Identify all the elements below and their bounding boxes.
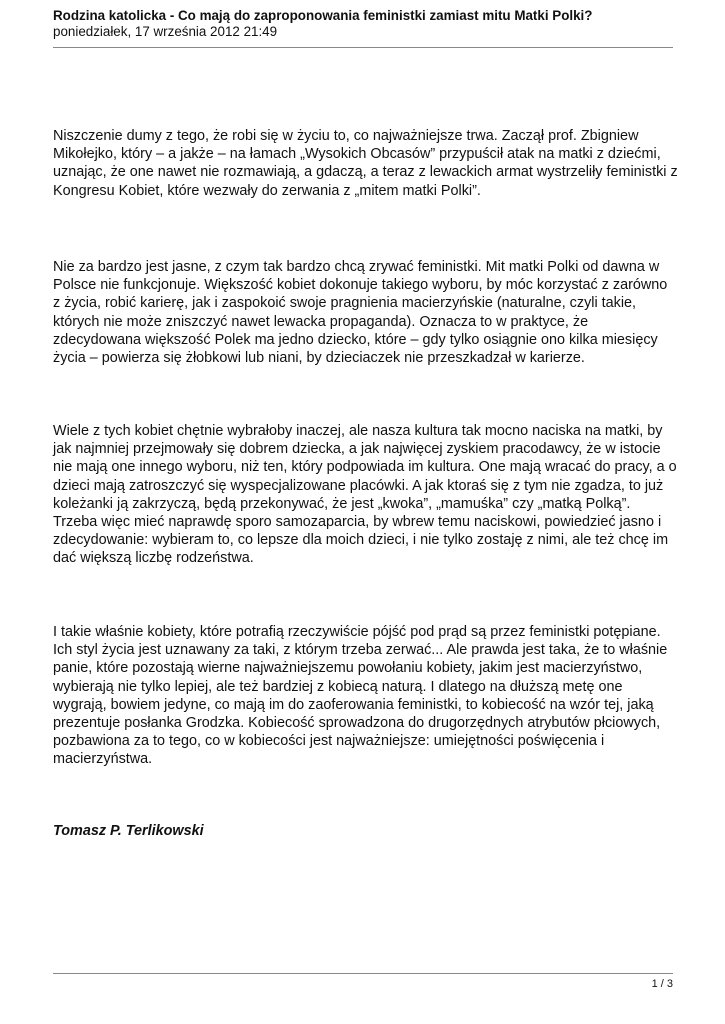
page-header [53, 8, 673, 40]
article-author: Tomasz P. Terlikowski [53, 823, 204, 839]
article-paragraph-3: Wiele z tych kobiet chętnie wybrałoby inaczej, ale nasza kultura tak mocno naciska na matki, by jak najmniej przejmowały się dobrem dziecka, a jak najwięcej zyskiem pracodawcy, że w istocie nie mają one innego wyboru, niż ten, który podpowiada im kultura. One mają wracać do pracy, a o dzieci mają zatroszczyć się wyspecjalizowane placówki. A jak ktoraś się z tym nie zgadza, to już koleżanki ją zakrzyczą, będą przekonywać, że jest „kwoka”, „mamuśka” czy „matką Polką”. Trzeba więc mieć naprawdę sporo samozaparcia, by wbrew temu naciskowi, powiedzieć jasno i zdecydowanie: wybieram to, co lepsze dla moich dzieci, i nie tylko zostaję z nimi, ale też chcę im dać większą liczbę rodzeństwa. [53, 423, 677, 567]
article-date: poniedziałek, 17 września 2012 21:49 [53, 24, 278, 39]
article-title: Rodzina katolicka - Co mają do zaproponowania feministki zamiast mitu Matki Polki? [53, 8, 593, 23]
footer-divider [53, 973, 673, 974]
header-divider [53, 47, 673, 48]
article-paragraph-2: Nie za bardzo jest jasne, z czym tak bardzo chcą zrywać feministki. Mit matki Polki od dawna w Polsce nie funkcjonuje. Większość kobiet dokonuje takiego wyboru, by móc korzystać z zarówno z życia, robić karierę, jak i zaspokoić swoje pragnienia macierzyńskie (naturalne, czyli takie, których nie może zniszczyć nawet lewacka propaganda). Oznacza to w praktyce, że zdecydowana większość Polek ma jedno dziecko, które – gdy tylko osiągnie ono kilka miesięcy życia – powierza się żłobkowi lub niani, by dzieciaczek nie przeszkadzał w karierze. [53, 259, 668, 367]
article-paragraph-4: I takie właśnie kobiety, które potrafią rzeczywiście pójść pod prąd są przez feministki potępiane. Ich styl życia jest uznawany za taki, z którym trzeba zerwać... Ale prawda jest taka, że to właśnie panie, które pozostają wierne najważniejszemu powołaniu kobiety, jakim jest macierzyństwo, wybierają nie tylko lepiej, ale też bardziej z kobiecą naturą. I dlatego na dłuższą metę one wygrają, bowiem jedyne, co mają im do zaoferowania feministki, to kobiecość na wzór tej, jaką prezentuje posłanka Grodzka. Kobiecość sprowadzona do drugorzędnych atrybutów płciowych, pozbawiona za to tego, co w kobiecości jest najważniejsze: umiejętności poświęcenia i macierzyństwa. [53, 624, 668, 768]
page-number: 1 / 3 [651, 978, 673, 990]
article-paragraph-1: Niszczenie dumy z tego, że robi się w życiu to, co najważniejsze trwa. Zaczął prof. Zbigniew Mikołejko, który – a jakże – na łamach „Wysokich Obcasów” przypuścił atak na matki z dziećmi, uznając, że one nawet nie rozmawiają, a gdaczą, a teraz z lewackich armat wystrzeliły feministki z Kongresu Kobiet, które wezwały do zerwania z „mitem matki Polki”. [53, 128, 678, 199]
